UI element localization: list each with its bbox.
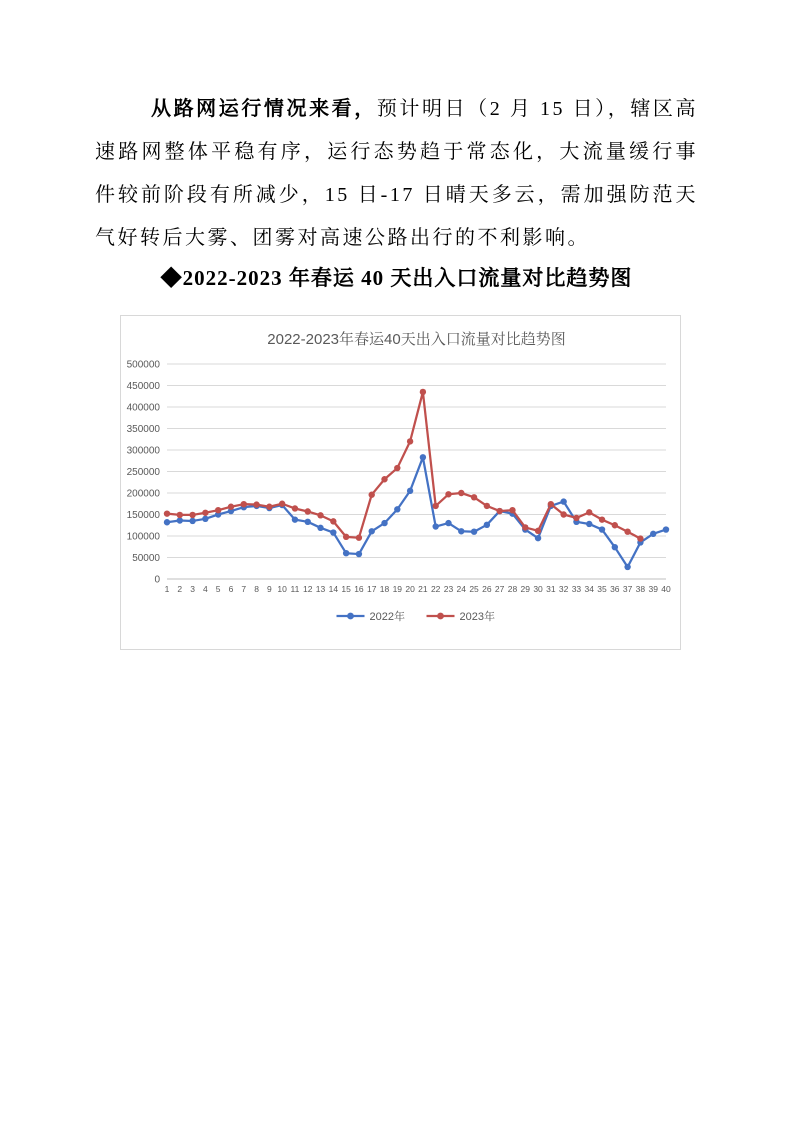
series-2022-marker [164,519,170,525]
series-2023-marker [292,505,298,511]
legend-label: 2023年 [459,611,495,623]
series-2022-marker [599,526,605,532]
series-2022-marker [484,522,490,528]
series-2023-marker [496,508,502,514]
x-tick-label: 7 [241,584,247,594]
y-tick-label: 250000 [126,467,160,478]
series-2022-marker [471,529,477,535]
x-tick-label: 3 [190,584,195,594]
series-2023-marker [637,535,643,541]
series-2022-marker [369,528,375,534]
x-tick-label: 25 [469,584,479,594]
series-2023-marker [215,507,221,513]
x-tick-label: 33 [571,584,582,594]
x-tick-label: 23 [443,584,454,594]
series-2023 [164,389,644,542]
series-2023-marker [241,501,247,507]
x-tick-label: 9 [266,584,272,594]
x-tick-label: 10 [277,584,287,594]
series-2023-marker [279,501,285,507]
series-2022-marker [189,518,195,524]
series-2023-marker [573,515,579,521]
series-2023-marker [356,535,362,541]
x-tick-label: 35 [597,584,607,594]
series-2023-marker [317,512,323,518]
series-2022-marker [560,498,566,504]
x-tick-label: 21 [418,584,428,594]
series-2022-marker [381,520,387,526]
series-2023-marker [407,438,413,444]
x-tick-label: 38 [635,584,646,594]
x-tick-label: 13 [315,584,326,594]
legend [337,609,495,623]
x-tick-label: 15 [341,584,351,594]
series-2022-marker [356,551,362,557]
y-tick-label: 350000 [126,424,160,435]
network-operation-paragraph [95,88,698,260]
series-2023-marker [343,534,349,540]
x-tick-label: 36 [610,584,620,594]
x-tick-label: 31 [546,584,556,594]
series-2022-marker [650,531,656,537]
series-2022-marker [586,521,592,527]
series-2022-marker [305,519,311,525]
x-axis-labels [165,584,671,594]
x-tick-label: 2 [177,584,183,594]
x-tick-label: 5 [215,584,221,594]
x-tick-label: 11 [290,584,300,594]
series-2023-marker [522,524,528,530]
series-2023-marker [509,507,515,513]
series-2023-marker [445,491,451,497]
x-tick-label: 17 [366,584,377,594]
series-2022-marker [458,528,464,534]
x-tick-label: 34 [584,584,594,594]
series-2023-marker [420,389,426,395]
y-tick-label: 100000 [126,531,160,543]
x-tick-label: 40 [661,584,671,594]
y-tick-label: 0 [154,574,160,586]
series-2023-marker [612,522,618,528]
legend-marker [347,613,354,620]
series-2022-marker [317,525,323,531]
series-2023-line [167,392,640,539]
series-2023-marker [394,465,400,471]
series-2022-marker [663,526,669,532]
x-tick-label: 1 [164,584,170,594]
series-2023-marker [560,511,566,517]
y-tick-label: 300000 [126,445,160,457]
y-tick-label: 50000 [132,553,160,564]
series-2022-marker [394,506,400,512]
series-2022-marker [330,529,336,535]
x-tick-label: 24 [456,584,467,594]
y-tick-label: 400000 [126,402,160,414]
x-tick-label: 32 [558,584,569,594]
x-tick-label: 28 [507,584,518,594]
y-tick-label: 200000 [126,488,160,500]
series-2023-marker [266,504,272,510]
x-tick-label: 19 [392,584,403,594]
x-tick-label: 6 [228,584,234,594]
chart-figure [120,315,681,650]
series-2023-marker [305,508,311,514]
y-axis-labels [127,360,161,586]
series-2022-marker [420,454,426,460]
series-2022-marker [202,516,208,522]
x-tick-label: 12 [303,584,313,594]
chart-title: 2022-2023年春运40天出入口流量对比趋势图 [267,331,566,348]
legend-item-2023 [427,609,495,623]
series-2023-marker [253,501,259,507]
series-2022-marker [343,550,349,556]
series-2022-marker [432,523,438,529]
series-2023-marker [624,529,630,535]
x-tick-label: 18 [379,584,390,594]
series-2023-marker [202,510,208,516]
series-2023-marker [330,518,336,524]
series-2022-marker [624,564,630,570]
x-tick-label: 29 [520,584,530,594]
section-heading: ◆2022-2023 年春运 40 天出入口流量对比趋势图 [160,266,633,290]
series-2023-marker [458,490,464,496]
x-tick-label: 37 [622,584,633,594]
paragraph-lead: 从路网运行情况来看， [151,98,377,120]
x-tick-label: 26 [482,584,492,594]
series-2022-marker [612,544,618,550]
x-tick-label: 27 [494,584,505,594]
series-2023-marker [177,512,183,518]
x-tick-label: 39 [648,584,658,594]
series-2023-marker [189,512,195,518]
x-tick-label: 30 [533,584,543,594]
series-2023-marker [432,503,438,509]
series-2022-marker [535,535,541,541]
x-tick-label: 20 [405,584,415,594]
series-2023-marker [228,504,234,510]
x-tick-label: 8 [254,584,259,594]
x-tick-label: 4 [203,584,208,594]
series-2023-marker [381,476,387,482]
series-2022-marker [445,520,451,526]
legend-marker [437,613,444,620]
series-2023-marker [369,492,375,498]
series-2022-marker [407,488,413,494]
y-tick-label: 500000 [126,359,160,371]
series-2023-marker [164,510,170,516]
y-tick-label: 150000 [126,510,160,521]
x-tick-label: 22 [430,584,441,594]
series-2023-marker [599,516,605,522]
series-2022-marker [292,516,298,522]
series-2022-marker [177,517,183,523]
series-2023-marker [548,501,554,507]
series-2023-marker [484,503,490,509]
series-2023-marker [535,528,541,534]
legend-item-2022 [337,609,405,623]
paragraph-body: 预计明日（2 月 15 日），辖区高速路网整体平稳有序，运行态势趋于常态化，大流量缓行事件较前阶段有所减少，15 日-17 日晴天多云，需加强防范天气好转后大雾、团雾对高速公路出行的不利影响。 [95,98,699,249]
x-tick-label: 16 [354,584,364,594]
series-2023-marker [471,494,477,500]
x-tick-label: 14 [328,584,339,594]
legend-label: 2022年 [369,611,405,623]
flow-trend-chart [121,316,680,649]
series-2023-marker [586,509,592,515]
y-tick-label: 450000 [126,381,160,392]
